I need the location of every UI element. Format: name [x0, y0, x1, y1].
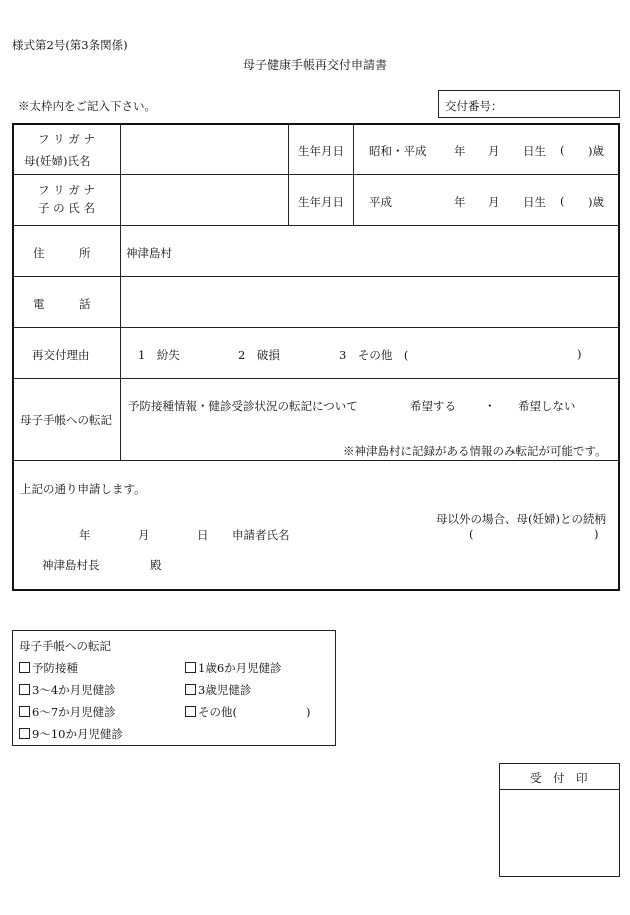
reason-close-paren: ) — [577, 347, 582, 361]
date-month-label: 月 — [138, 528, 150, 542]
relation-label: 母以外の場合、母(妊婦)との続柄 — [436, 512, 606, 526]
checklist-item-18month[interactable]: 1歳6か月児健診 — [185, 660, 282, 676]
issue-number-label: 交付番号： — [445, 99, 503, 113]
mother-era-choice[interactable]: 昭和・平成 — [369, 144, 427, 158]
date-year-label: 年 — [79, 528, 91, 542]
mother-month-label: 月 — [488, 144, 500, 158]
mother-age-suffix: )歳 — [588, 144, 604, 158]
reason-option-other[interactable]: 3 その他 ( — [339, 348, 409, 362]
transfer-option-no[interactable]: 希望しない — [518, 399, 576, 413]
reissue-reason-label: 再交付理由 — [32, 348, 90, 362]
address-label: 住 所 — [33, 246, 91, 260]
relation-close-paren: ) — [594, 527, 599, 541]
checklist-item-9-10month[interactable]: 9〜10か月児健診 — [19, 726, 123, 742]
phone-label: 電 話 — [33, 297, 91, 311]
child-furigana-label: フ リ ガ ナ — [38, 183, 95, 197]
checklist-item-vaccination[interactable]: 予防接種 — [19, 660, 78, 676]
child-year-label: 年 — [454, 195, 466, 209]
checklist-item-3year[interactable]: 3歳児健診 — [185, 682, 251, 698]
checklist-item-3-4month[interactable]: 3〜4か月児健診 — [19, 682, 116, 698]
applicant-name-label: 申請者氏名 — [232, 528, 290, 542]
checkbox-icon — [185, 662, 196, 673]
relation-open-paren: ( — [469, 527, 474, 541]
reception-stamp-label: 受 付 印 — [530, 771, 588, 785]
child-era: 平成 — [369, 195, 392, 209]
relation-field[interactable] — [482, 526, 590, 542]
mother-birthdate-label: 生年月日 — [298, 144, 344, 158]
checkbox-icon — [185, 684, 196, 695]
checklist-item-other[interactable]: その他( ) — [185, 704, 310, 720]
applicant-name-field[interactable] — [296, 522, 426, 542]
transfer-label: 母子手帳への転記 — [20, 413, 112, 427]
checklist-item-6-7month[interactable]: 6〜7か月児健診 — [19, 704, 116, 720]
child-name-field[interactable] — [122, 177, 286, 223]
transfer-option-yes[interactable]: 希望する — [410, 399, 456, 413]
child-birthdate-label: 生年月日 — [298, 195, 344, 209]
mother-age-open: ( — [560, 143, 565, 157]
child-name-label: 子 の 氏 名 — [38, 201, 95, 215]
transfer-note: ※神津島村に記録がある情報のみ転記が可能です。 — [343, 444, 607, 458]
addressee: 神津島村長 — [42, 558, 100, 572]
honorific: 殿 — [150, 558, 162, 572]
mother-name-field[interactable] — [122, 126, 286, 172]
form-number: 様式第2号(第3条関係) — [12, 38, 128, 52]
checkbox-icon — [19, 684, 30, 695]
checkbox-icon — [19, 728, 30, 739]
child-month-label: 月 — [488, 195, 500, 209]
issue-number-box[interactable] — [438, 90, 620, 118]
checkbox-icon — [185, 706, 196, 717]
checklist-title: 母子手帳への転記 — [19, 639, 111, 653]
checkbox-icon — [19, 662, 30, 673]
child-age-suffix: )歳 — [588, 195, 604, 209]
mother-name-label: 母(妊婦)氏名 — [24, 154, 91, 168]
reason-option-damaged[interactable]: 2 破損 — [238, 348, 280, 362]
child-day-label: 日生 — [523, 195, 546, 209]
declaration-statement: 上記の通り申請します。 — [20, 482, 146, 496]
reception-stamp-box — [499, 763, 620, 877]
reason-option-lost[interactable]: 1 紛失 — [138, 348, 180, 362]
address-value[interactable]: 神津島村 — [126, 246, 172, 260]
date-day-label: 日 — [197, 528, 209, 542]
transfer-question: 予防接種情報・健診受診状況の転記について — [128, 399, 358, 413]
checkbox-icon — [19, 706, 30, 717]
child-age-open: ( — [560, 194, 565, 208]
transfer-separator: ・ — [484, 399, 496, 413]
stamp-area[interactable] — [502, 792, 617, 874]
phone-field[interactable] — [122, 279, 616, 325]
mother-day-label: 日生 — [523, 144, 546, 158]
transfer-checklist — [12, 630, 336, 746]
form-title: 母子健康手帳再交付申請書 — [243, 58, 388, 72]
instruction-text: ※太枠内をご記入下さい。 — [18, 99, 156, 113]
mother-furigana-label: フ リ ガ ナ — [38, 132, 95, 146]
mother-year-label: 年 — [454, 144, 466, 158]
